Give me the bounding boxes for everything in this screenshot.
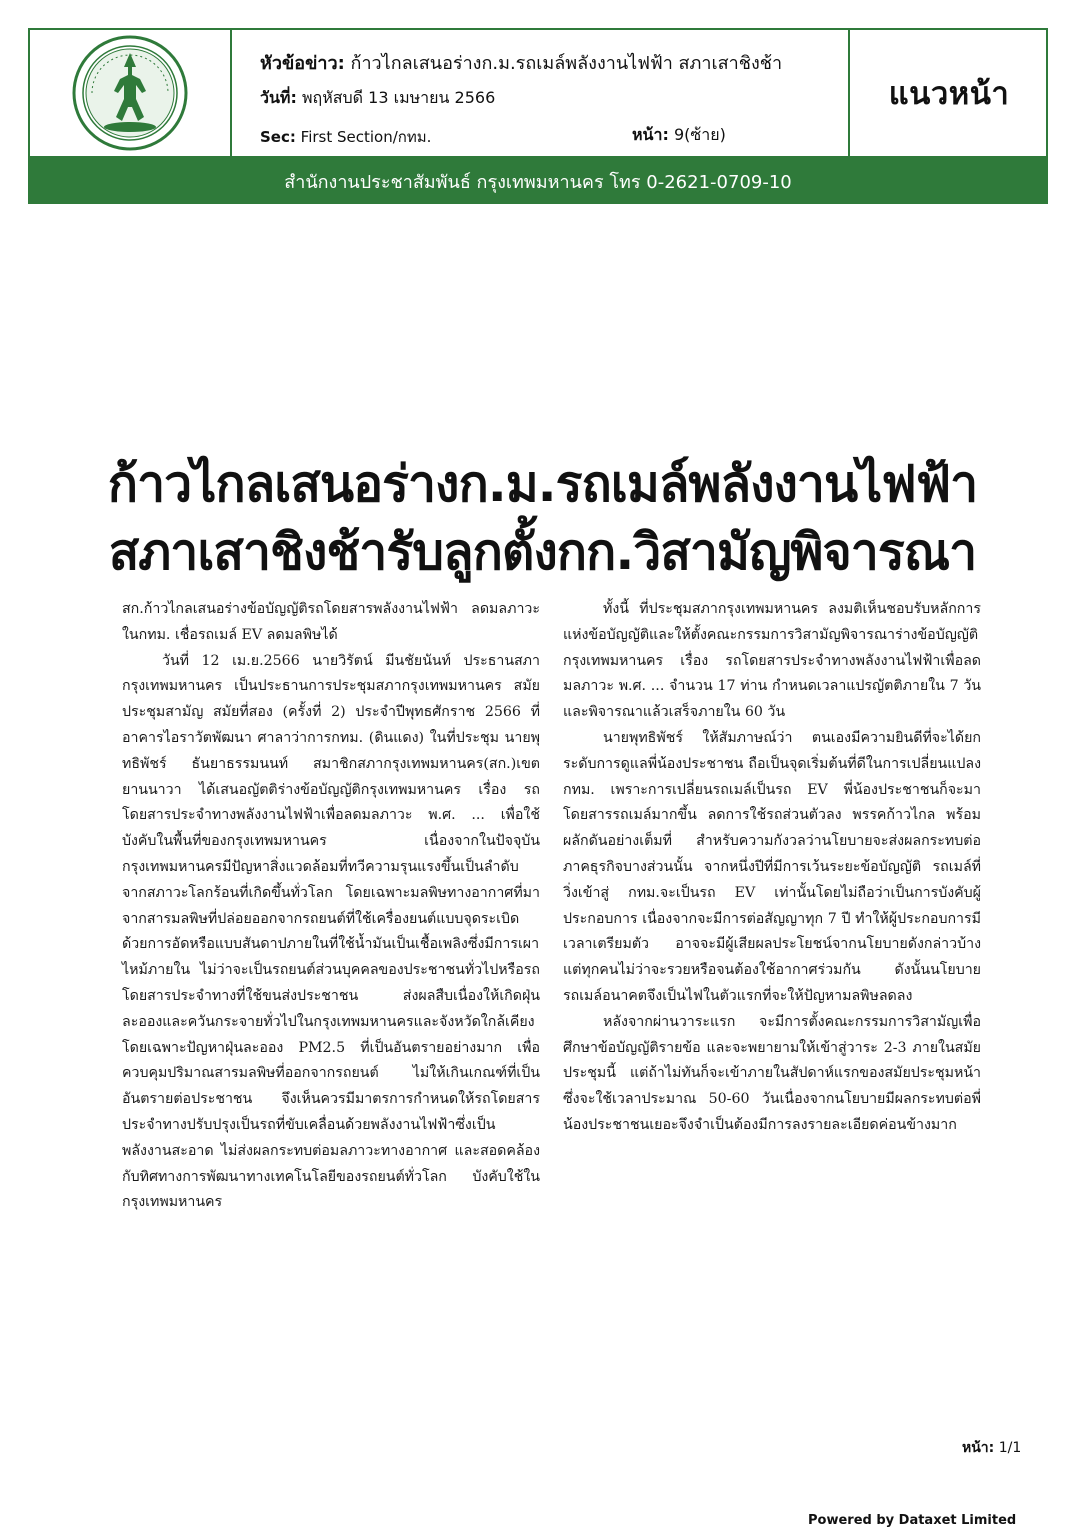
office-bar: [28, 158, 1048, 204]
sec-label: Sec:: [260, 128, 296, 146]
lead-paragraph: สก.ก้าวไกลเสนอร่างข้อบัญญัติรถโดยสารพลังงานไฟฟ้า ลดมลภาวะในกทม. เชื่อรถเมล์ EV ลดมลพิษได้: [122, 601, 540, 643]
footer-page-value: 1/1: [998, 1440, 1022, 1456]
article-column-right: [563, 597, 981, 1139]
publication-name: แนวหน้า: [888, 76, 1010, 112]
date-label: วันที่:: [260, 88, 297, 107]
article-column-left: [122, 597, 540, 1216]
publication-cell: [848, 30, 1048, 156]
headline-label: หัวข้อข่าว:: [260, 53, 345, 74]
footer-page-label: หน้า:: [962, 1440, 995, 1456]
header-box: [28, 28, 1048, 158]
logo-cell: [30, 30, 232, 156]
office-line: สำนักงานประชาสัมพันธ์ กรุงเทพมหานคร โทร 0-2621-0709-10: [284, 171, 792, 193]
page-label: หน้า:: [632, 125, 669, 144]
headline-line-2: สภาเสาชิงช้ารับลูกตั้งกก.วิสามัญพิจารณา: [108, 523, 977, 581]
date-value: พฤหัสบดี 13 เมษายน 2566: [301, 88, 496, 107]
section-meta: [260, 125, 431, 149]
body-paragraph: หลังจากผ่านวาระแรก จะมีการตั้งคณะกรรมการวิสามัญเพื่อศึกษาข้อบัญญัติรายข้อ และจะพยายามให้เข้าสู่วาระ 2-3 ภายในสมัยประชุมนี้ แต่ถ้าไม่ทันก็จะเข้าภายในสัปดาห์แรกของสมัยประชุมหน้า ซึ่งจะใช้เวลาประมาณ 50-60 วันเนื่องจากนโยบายมีผลกระทบต่อพี่น้องประชาชนเยอะจึงจำเป็นต้องมีการลงรายละเอียดค่อนข้างมาก: [563, 1013, 981, 1133]
body-paragraph: นายพุทธิพัชร์ ให้สัมภาษณ์ว่า ตนเองมีความยินดีที่จะได้ยกระดับการดูแลพี่น้องประชาชน ถือเป็นจุดเริ่มต้นที่ดีในการเปลี่ยนแปลง กทม. เพราะการเปลี่ยนรถเมล์เป็นรถ EV พี่น้องประชาชนก็จะมาโดยสารรถเมล์มากขึ้น ลดการใช้รถส่วนตัวลง พรรคก้าวไกล พร้อมผลักดันอย่างเต็มที่ สำหรับความกังวลว่านโยบายจะส่งผลกระทบต่อภาคธุรกิจบางส่วนนั้น จากหนึ่งปีที่มีการเว้นระยะข้อบัญญัติ รถเมล์ที่วิ่งเข้าสู่ กทม.จะเป็นรถ EV เท่านั้นโดยไม่ถือว่าเป็นการบังคับผู้ประกอบการ เนื่องจากจะมีการต่อสัญญาทุก 7 ปี ทำให้ผู้ประกอบการมีเวลาเตรียมตัว อาจจะมีผู้เสียผลประโยชน์จากนโยบายดังกล่าวบ้าง แต่ทุกคนไม่ว่าจะรวยหรือจนต้องใช้อากาศร่วมกัน ดังนั้นนโยบายรถเมล์อนาคตจึงเป็นไฟในตัวแรกที่จะให้ปัญหามลพิษลดลง: [563, 729, 981, 1004]
page-meta: [632, 123, 726, 148]
header-meta: [232, 30, 848, 156]
headline-meta: [260, 48, 850, 77]
body-paragraph: วันที่ 12 เม.ย.2566 นายวิรัตน์ มีนชัยนันท์ ประธานสภากรุงเทพมหานคร เป็นประธานการประชุมสภากรุงเทพมหานคร สมัยประชุมสามัญ สมัยที่สอง (ครั้งที่ 2) ประจำปีพุทธศักราช 2566 ที่อาคารไอราวัตพัฒนา ศาลาว่าการกทม. (ดินแดง) ในที่ประชุม นายพุทธิพัชร์ ธันยาธรรมนนท์ สมาชิกสภากรุงเทพมหานคร(สก.)เขตยานนาวา ได้เสนอญัตติร่างข้อบัญญัติกรุงเทพมหานคร เรื่อง รถโดยสารประจำทางพลังงานไฟฟ้าเพื่อลดมลภาวะ พ.ศ. ... เพื่อใช้บังคับในพื้นที่ของกรุงเทพมหานคร เนื่องจากในปัจจุบันกรุงเทพมหานครมีปัญหาสิ่งแวดล้อมที่ทวีความรุนแรงขึ้นเป็นลำดับ จากสภาวะโลกร้อนที่เกิดขึ้นทั่วโลก โดยเฉพาะมลพิษทางอากาศที่มาจากสารมลพิษที่ปล่อยออกจากรถยนต์ที่ใช้เครื่องยนต์แบบจุดระเบิดด้วยการอัดหรือแบบสันดาปภายในที่ใช้น้ำมันเป็นเชื้อเพลิงซึ่งมีการเผาไหม้ภายใน ไม่ว่าจะเป็นรถยนต์ส่วนบุคคลของประชาชนทั่วไปหรือรถโดยสารประจำทางที่ใช้ขนส่งประชาชน ส่งผลสืบเนื่องให้เกิดฝุ่นละอองและควันกระจายทั่วไปในกรุงเทพมหานครและจังหวัดใกล้เคียง โดยเฉพาะปัญหาฝุ่นละออง PM2.5 ที่เป็นอันตรายอย่างมาก เพื่อควบคุมปริมาณสารมลพิษที่ออกจากรถยนต์ ไม่ให้เกินเกณฑ์ที่เป็นอันตรายต่อประชาชน จึงเห็นควรมีมาตรการกำหนดให้รถโดยสารประจำทางปรับปรุงเป็นรถที่ขับเคลื่อนด้วยพลังงานไฟฟ้าซึ่งเป็นพลังงานสะอาด ไม่ส่งผลกระทบต่อมลภาวะทางอากาศ และสอดคล้องกับทิศทางการพัฒนาทางเทคโนโลยีของรถยนต์ทั่วโลก บังคับใช้ในกรุงเทพมหานคร: [122, 652, 540, 1211]
headline-value: ก้าวไกลเสนอร่างก.ม.รถเมล์พลังงานไฟฟ้า สภาเสาชิงช้า: [350, 53, 783, 74]
article-headline: [60, 450, 1025, 586]
sec-value: First Section/กทม.: [300, 128, 432, 146]
page-indicator: [962, 1437, 1021, 1459]
bangkok-seal-logo: [70, 33, 190, 153]
headline-line-1: ก้าวไกลเสนอร่างก.ม.รถเมล์พลังงานไฟฟ้า: [107, 455, 978, 513]
page-value: 9(ซ้าย): [673, 125, 726, 144]
body-paragraph: ทั้งนี้ ที่ประชุมสภากรุงเทพมหานคร ลงมติเห็นชอบรับหลักการแห่งข้อบัญญัติและให้ตั้งคณะกรรมการวิสามัญพิจารณาร่างข้อบัญญัติกรุงเทพมหานคร เรื่อง รถโดยสารประจำทางพลังงานไฟฟ้าเพื่อลดมลภาวะ พ.ศ. ... จำนวน 17 ท่าน กำหนดเวลาแปรญัตติภายใน 7 วัน และพิจารณาแล้วเสร็จภายใน 60 วัน: [563, 601, 981, 721]
date-meta: [260, 86, 495, 111]
powered-by: Powered by Dataxet Limited: [808, 1513, 1017, 1528]
